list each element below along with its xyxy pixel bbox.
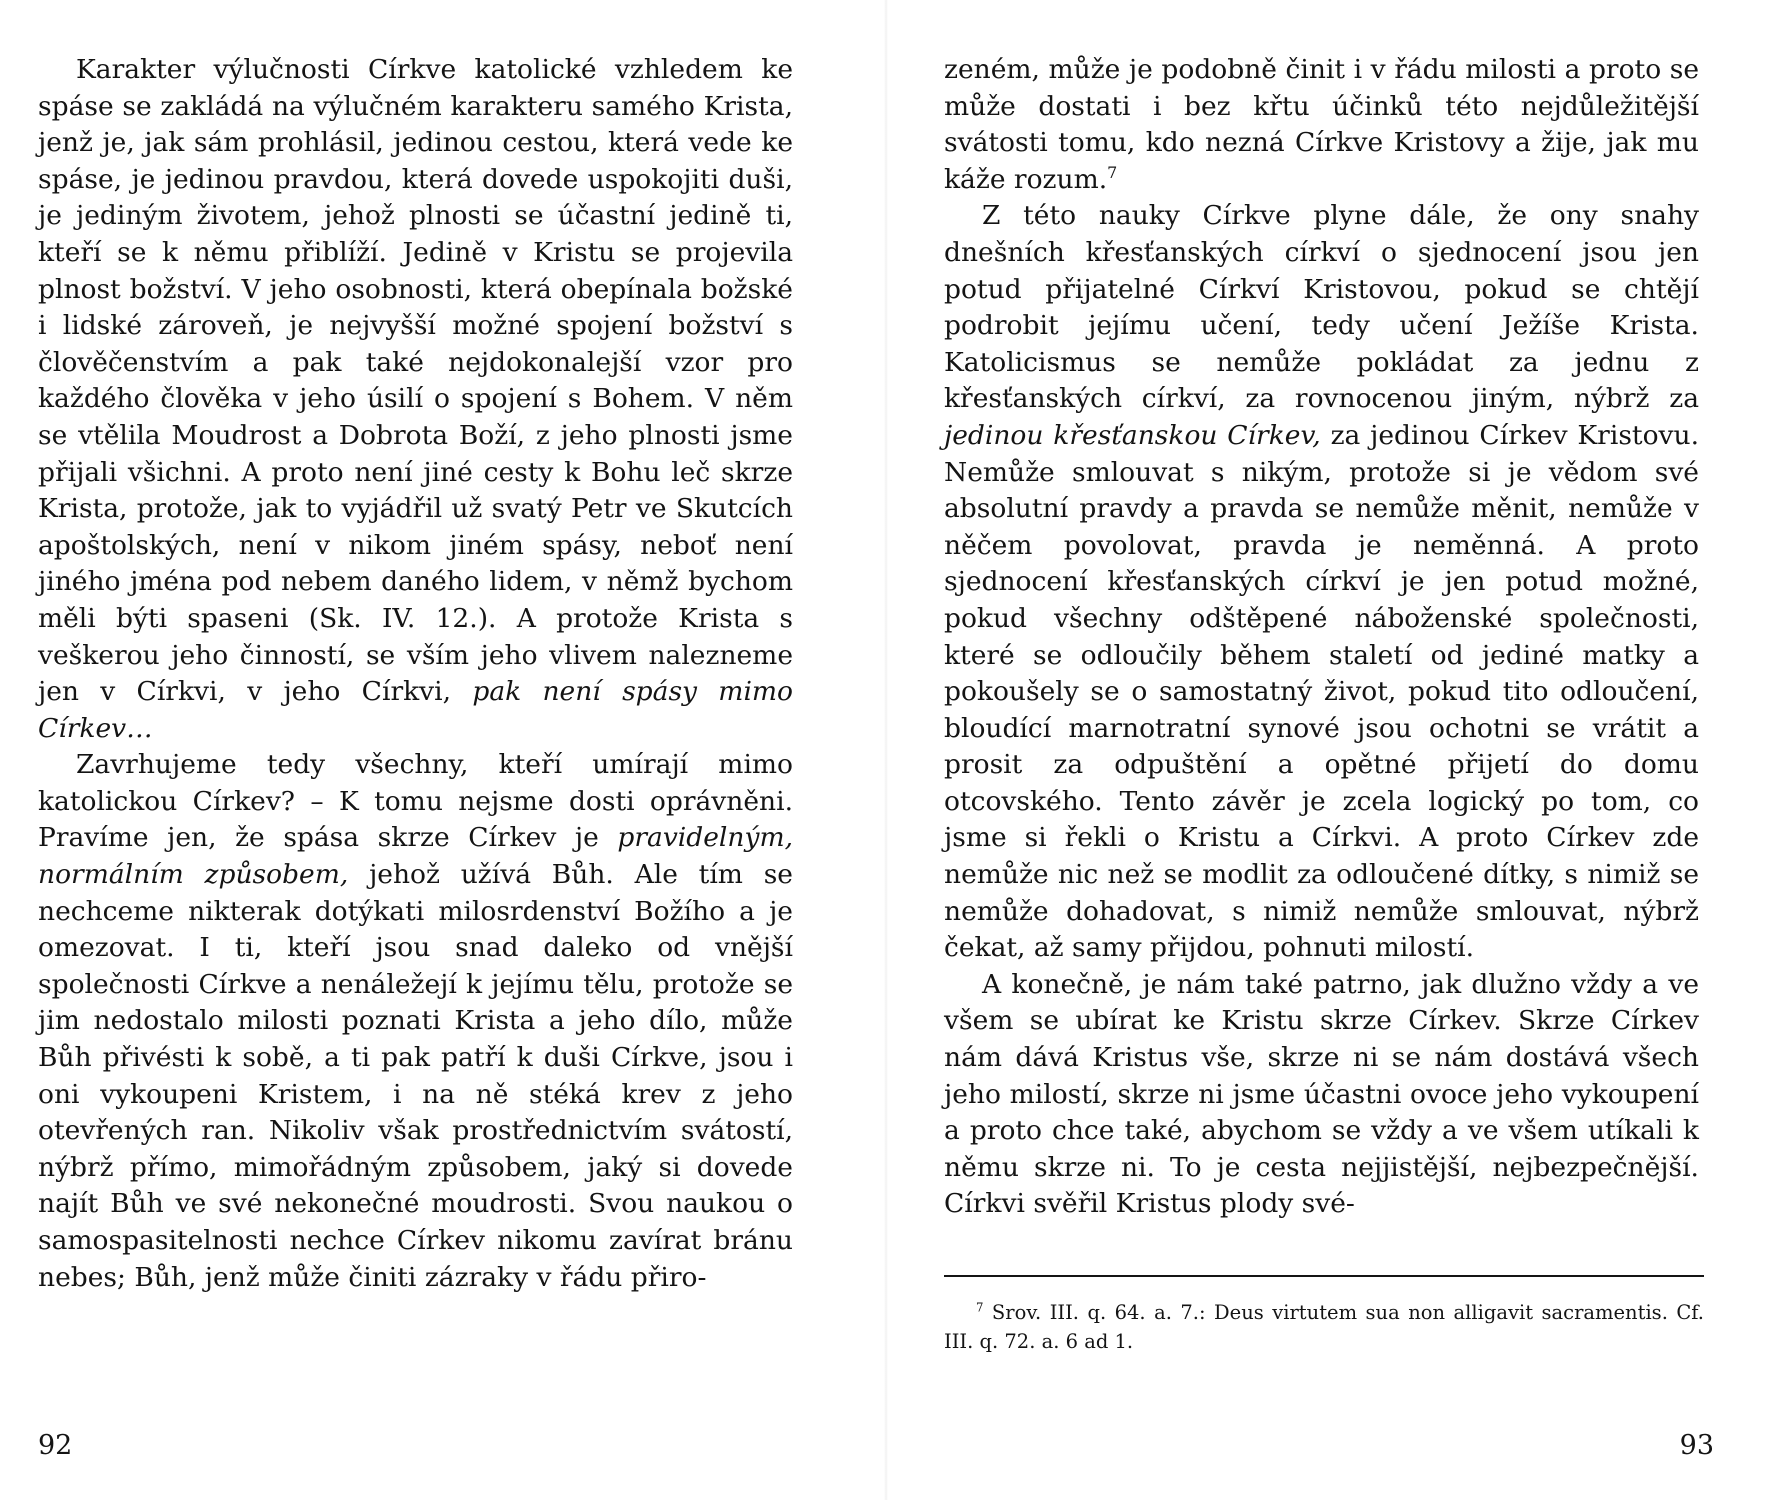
paragraph xyxy=(38,52,793,747)
footnote-text: Srov. III. q. 64. a. 7.: Deus virtutem sua non alligavit sacramentis. Cf. III. q. 72. a. 6 ad 1. xyxy=(944,1301,1704,1353)
footnote-marker: 7 xyxy=(976,1300,984,1315)
paragraph-text: Karakter výlučnosti Církve katolické vzhledem ke spáse se zakládá na výlučném karakteru samého Krista, jenž je, jak sám prohlásil, jedinou cestou, která vede ke spáse, je jedinou pravdou, která dovede uspokojiti duši, je jediným životem, jehož plnosti se účastní jedině ti, kteří se k němu přiblíží. Jedině v Kristu se projevila plnost božství. V jeho osobnosti, která obepínala božské i lidské zároveň, je nejvyšší možné spojení božství s člověčenstvím a pak také nejdokonalejší vzor pro každého člověka v jeho úsilí o spojení s Bohem. V něm se vtělila Moudrost a Dobrota Boží, z jeho plnosti jsme přijali všichni. A proto není jiné cesty k Bohu leč skrze Krista, protože, jak to vyjádřil už svatý Petr ve Skutcích apoštolských, není v nikom jiném spásy, neboť není jiného jména pod nebem daného lidem, v němž bychom měli býti spaseni (Sk. IV. 12.). A protože Krista s veškerou jeho činností, se vším jeho vlivem nalezneme jen v Církvi, v jeho Církvi, xyxy=(38,54,793,708)
paragraph-text: zeném, může je podobně činit i v řádu milosti a proto se může dostati i bez křtu účinků této nejdůležitější svátosti tomu, kdo nezná Církve Kristovy a žije, jak mu káže rozum. xyxy=(944,54,1699,195)
left-text-column xyxy=(38,52,793,1296)
right-page xyxy=(886,0,1772,1500)
paragraph-text: Z této nauky Církve plyne dále, že ony snahy dnešních křesťanských církví o sjednocení jsou jen potud přijatelné Církví Kristovou, pokud se chtějí podrobit jejímu učení, tedy učení Ježíše Krista. Katolicismus se nemůže pokládat za jednu z křesťanských církví, za rovnocenou jiným, nýbrž za xyxy=(944,200,1699,415)
right-text-column xyxy=(944,52,1699,1223)
paragraph xyxy=(944,52,1699,198)
page-number: 92 xyxy=(38,1430,73,1461)
italic-phrase: pak není spásy mimo Církev… xyxy=(38,676,793,744)
paragraph xyxy=(944,198,1699,966)
italic-phrase: jedinou křesťanskou Církev, xyxy=(944,419,1321,451)
paragraph-text: Zavrhujeme tedy všechny, kteří umírají mimo katolickou Církev? – K tomu nejsme dosti oprávněni. Pravíme jen, že spása skrze Církev je xyxy=(38,749,793,854)
paragraph-text: jehož užívá Bůh. Ale tím se nechceme nikterak dotýkati milosrdenství Božího a je omezovat. I ti, kteří jsou snad daleko od vnější společnosti Církve a nenáležejí k jejímu tělu, protože se jim nedostalo milosti poznati Krista a jeho dílo, může Bůh přivésti k sobě, a ti pak patří k duši Církve, jsou i oni vykoupeni Kristem, i na ně stéká krev z jeho otevřených ran. Nikoliv však prostřednictvím svátostí, nýbrž přímo, mimořádným způsobem, jaký si dovede najít Bůh ve své nekonečné moudrosti. Svou naukou o samospasitelnosti nechce Církev nikomu zavírat bránu nebes; Bůh, jenž může činiti zázraky v řádu přiro- xyxy=(38,859,793,1293)
footnote xyxy=(944,1298,1704,1356)
footnote-divider xyxy=(944,1275,1704,1277)
footnote-reference[interactable]: 7 xyxy=(1107,162,1118,182)
paragraph-text: za jedinou Církev Kristovu. Nemůže smlouvat s nikým, protože si je vědom své absolutní pravdy a pravda se nemůže měnit, nemůže v něčem povolovat, pravda je neměnná. A proto sjednocení křesťanských církví je jen potud možné, pokud všechny odštěpené náboženské společnosti, které se odloučily během staletí od jediné matky a pokoušely se o samostatný život, pokud tito odloučení, bloudící marnotratní synové jsou ochotni se vrátit a prosit za odpuštění a opětné přijetí do domu otcovského. Tento závěr je zcela logický po tom, co jsme si řekli o Kristu a Církvi. A proto Církev zde nemůže nic než se modlit za odloučené dítky, s nimiž se nemůže dohadovat, s nimiž nemůže smlouvat, nýbrž čekat, až samy přijdou, pohnuti milostí. xyxy=(944,419,1699,964)
italic-phrase: pravidelným, normálním způsobem, xyxy=(38,822,793,891)
paragraph-text: A konečně, je nám také patrno, jak dlužno vždy a ve všem se ubírat ke Kristu skrze Církev. Skrze Církev nám dává Kristus vše, skrze ni se nám dostává všech jeho milostí, skrze ni jsme účastni ovoce jeho vykoupení a proto chce také, abychom se vždy a ve všem utíkali k němu skrze ni. To je cesta nejjistější, nejbezpečnější. Církvi svěřil Kristus plody své- xyxy=(944,968,1699,1220)
paragraph xyxy=(944,967,1699,1223)
page-number: 93 xyxy=(1679,1430,1714,1461)
paragraph xyxy=(38,747,793,1296)
